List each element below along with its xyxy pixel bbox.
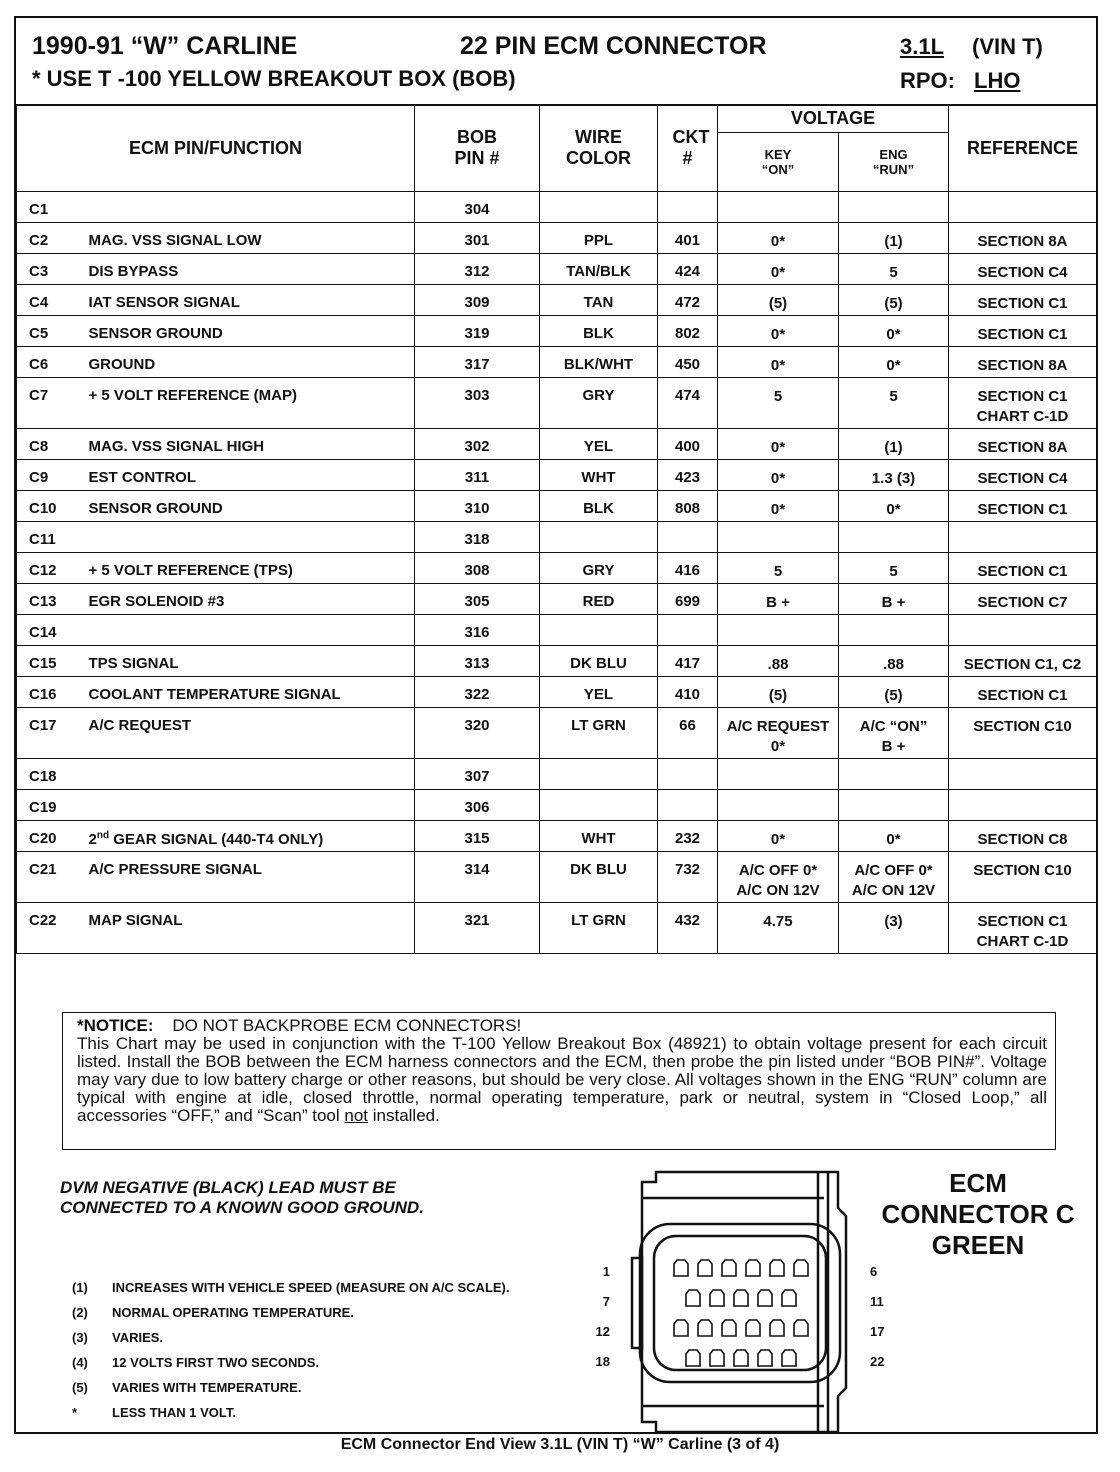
engine-size: 3.1L (900, 34, 945, 59)
eng-run-voltage (839, 615, 949, 646)
connector-pin-cavity (674, 1320, 688, 1336)
reference: SECTION C1 (949, 316, 1097, 347)
col-reference: REFERENCE (949, 105, 1097, 192)
pin-label-12: 12 (595, 1324, 610, 1339)
table-row (17, 347, 1097, 378)
connector-pin-cavity (686, 1350, 700, 1366)
reference: SECTION C1, C2 (949, 646, 1097, 677)
pin-id: C22 (17, 903, 89, 954)
pin-function: MAG. VSS SIGNAL HIGH (89, 429, 415, 460)
pin-id: C21 (17, 852, 89, 903)
pin-function: MAG. VSS SIGNAL LOW (89, 223, 415, 254)
pin-function: SENSOR GROUND (89, 316, 415, 347)
eng-run-voltage: 0* (839, 491, 949, 522)
pin-voltage-table (16, 104, 1097, 954)
reference (949, 615, 1097, 646)
pin-function: DIS BYPASS (89, 254, 415, 285)
bob-pin: 301 (415, 223, 540, 254)
pin-function: A/C PRESSURE SIGNAL (89, 852, 415, 903)
pin-function (89, 192, 415, 223)
pin-label-22: 22 (870, 1354, 885, 1369)
dvm-line-2: CONNECTED TO A KNOWN GOOD GROUND. (60, 1198, 424, 1217)
pin-function: COOLANT TEMPERATURE SIGNAL (89, 677, 415, 708)
reference (949, 759, 1097, 790)
bob-pin: 314 (415, 852, 540, 903)
bob-pin: 311 (415, 460, 540, 491)
key-on-voltage: 0* (718, 316, 839, 347)
connector-pin-cavity (794, 1260, 808, 1276)
table-row (17, 522, 1097, 553)
eng-run-voltage: (5) (839, 285, 949, 316)
pin-label-6: 6 (870, 1264, 878, 1279)
pin-id: C9 (17, 460, 89, 491)
col-ckt: CKT # (658, 105, 718, 192)
pin-function: + 5 VOLT REFERENCE (MAP) (89, 378, 415, 429)
key-on-voltage (718, 790, 839, 821)
wire-color: BLK (540, 316, 658, 347)
connector-pin-cavity (746, 1320, 760, 1336)
connector-pin-cavity (746, 1260, 760, 1276)
pin-function (89, 615, 415, 646)
reference: SECTION C1 (949, 553, 1097, 584)
bob-pin: 309 (415, 285, 540, 316)
reference: SECTION C10 (949, 708, 1097, 759)
bob-pin: 305 (415, 584, 540, 615)
circuit-number: 400 (658, 429, 718, 460)
pin-function: + 5 VOLT REFERENCE (TPS) (89, 553, 415, 584)
key-on-voltage: 5 (718, 378, 839, 429)
pin-function: SENSOR GROUND (89, 491, 415, 522)
connector-pin-cavity (698, 1260, 712, 1276)
pin-label-18: 18 (595, 1354, 610, 1369)
wire-color (540, 522, 658, 553)
wire-color: RED (540, 584, 658, 615)
col-wire-color: WIRE COLOR (540, 105, 658, 192)
bob-pin: 306 (415, 790, 540, 821)
reference: SECTION C4 (949, 254, 1097, 285)
key-on-voltage: (5) (718, 285, 839, 316)
connector-pin-cavity (710, 1290, 724, 1306)
circuit-number: 66 (658, 708, 718, 759)
reference (949, 192, 1097, 223)
connector-pin-cavity (734, 1350, 748, 1366)
bob-pin: 321 (415, 903, 540, 954)
eng-run-voltage (839, 790, 949, 821)
wire-color: TAN (540, 285, 658, 316)
pin-function: EST CONTROL (89, 460, 415, 491)
notice-box (62, 1012, 1056, 1150)
connector-pin-cavity (770, 1260, 784, 1276)
pin-id: C8 (17, 429, 89, 460)
vin-code: (VIN T) (972, 34, 1043, 59)
pin-id: C16 (17, 677, 89, 708)
dvm-instruction (60, 1178, 424, 1218)
wire-color (540, 192, 658, 223)
eng-run-voltage: A/C OFF 0* A/C ON 12V (839, 852, 949, 903)
reference: SECTION 8A (949, 223, 1097, 254)
reference (949, 790, 1097, 821)
connector-pin-cavity (758, 1290, 772, 1306)
wire-color: GRY (540, 378, 658, 429)
key-on-voltage (718, 522, 839, 553)
table-row (17, 759, 1097, 790)
bob-pin: 302 (415, 429, 540, 460)
connector-caption-line-2: CONNECTOR C (881, 1199, 1075, 1229)
key-on-voltage: 0* (718, 223, 839, 254)
eng-run-voltage: 1.3 (3) (839, 460, 949, 491)
pin-id: C3 (17, 254, 89, 285)
wire-color (540, 615, 658, 646)
circuit-number: 232 (658, 821, 718, 852)
eng-run-voltage (839, 522, 949, 553)
wire-color: PPL (540, 223, 658, 254)
pin-function: IAT SENSOR SIGNAL (89, 285, 415, 316)
pin-id: C7 (17, 378, 89, 429)
col-voltage: VOLTAGE (718, 105, 949, 133)
key-on-voltage: A/C REQUEST 0* (718, 708, 839, 759)
wire-color (540, 790, 658, 821)
connector-caption-line-3: GREEN (931, 1230, 1025, 1260)
reference: SECTION C4 (949, 460, 1097, 491)
table-row (17, 254, 1097, 285)
reference: SECTION C10 (949, 852, 1097, 903)
connector-pin-cavity (722, 1260, 736, 1276)
table-row (17, 903, 1097, 954)
key-on-voltage: A/C OFF 0* A/C ON 12V (718, 852, 839, 903)
wire-color: BLK/WHT (540, 347, 658, 378)
table-row (17, 460, 1097, 491)
key-on-voltage: 0* (718, 347, 839, 378)
pin-function (89, 790, 415, 821)
eng-run-voltage: A/C “ON” B + (839, 708, 949, 759)
bob-pin: 319 (415, 316, 540, 347)
col-eng-run: ENG “RUN” (839, 133, 949, 192)
connector-pin-cavity (710, 1350, 724, 1366)
key-on-voltage: (5) (718, 677, 839, 708)
reference: SECTION 8A (949, 429, 1097, 460)
reference: SECTION C1 (949, 677, 1097, 708)
circuit-number: 472 (658, 285, 718, 316)
eng-run-voltage (839, 759, 949, 790)
pin-function: GROUND (89, 347, 415, 378)
wire-color: LT GRN (540, 708, 658, 759)
eng-run-voltage: (1) (839, 429, 949, 460)
table-row (17, 316, 1097, 347)
wire-color: DK BLU (540, 646, 658, 677)
bob-pin: 316 (415, 615, 540, 646)
reference: SECTION C8 (949, 821, 1097, 852)
ecm-chart-sheet: 1990-91 “W” CARLINE * USE T -100 YELLOW BREAKOUT BOX (BOB) 22 PIN ECM CONNECTOR 3.1L (VIN T) RPO: LHO ECM PIN/FUNCTION BOB PIN # WIRE COLOR CKT # VOLTAGE REFERENCE KEY “ON” ENG “RUN” C1 304 C2 MAG. VSS SIGNAL LOW 301 PPL 401 0* (1) SECTION 8A C3 DIS BYPASS 312 TAN/BLK 424 0* 5 SECTION C4 C4 IAT SENSOR SIGNAL 309 TAN 472 (5) (5) SECTION C1 C5 SENSOR GROUND 319 BLK 802 0* 0* SECTION C1 C6 GROUND 317 BLK/WHT 450 0* 0* SECTION 8A C7 + 5 VOLT REFERENCE (MAP) 303 GRY 474 5 5 SECTION C1 CHART C-1D C8 MAG. VSS SIGNAL HIGH 302 YEL 400 0* (1) SECTION 8A C9 EST CONTROL 311 WHT 423 0* 1.3 (3) SECTION C4 C10 SENSOR GROUND 310 BLK 808 0* 0* SECTION C1 C11 318 C12 + 5 VOLT REFERENCE (TPS) 308 GRY 416 5 5 SECTION C1 C13 EGR SOLENOID #3 305 RED 699 B + B + SECTION C7 C14 316 C15 TPS SIGNAL 313 DK BLU 417 .88 .88 SECTION C1, C2 C16 COOLANT TEMPERATURE SIGNAL 322 YEL 410 (5) (5) SECTION C1 C17 A/C REQUEST 320 LT GRN 66 A/C REQUEST 0* A/C “ON” B + SECTION C10 C18 307 C19 306 C20 2nd GEAR SIGNAL (440-T4 ONLY) 315 WHT 232 0* 0* SECTION C8 C21 A/C PRESSURE SIGNAL 314 DK BLU 732 A/C OFF 0* A/C ON 12V A/C OFF 0* A/C ON 12V SECTION C10 C22 MAP SIGNAL 321 LT GRN 432 4.75 (3) SECTION C1 CHART C-1D *NOTICE: DO NOT BACKPROBE ECM CONNECTORS! This Chart may be used in conjunction with the T-100 Yellow Breakout Box (48921) to obtain voltage present for each circuit listed. Install the BOB between the ECM harness connectors and the ECM, then probe the pin listed under “BOB PIN#”. Voltage may vary due to low battery charge or other reasons, but should be very close. All voltages shown in the ENG “RUN” column are typical with engine at idle, closed throttle, normal operating temperature, park or neutral, system in “Closed Loop,” all accessories “OFF,” and “Scan” tool not installed. DVM NEGATIVE (BLACK) LEAD MUST BE CONNECTED TO A KNOWN GOOD GROUND. (1) INCREASES WITH VEHICLE SPEED (MEASURE ON A/C SCALE). (2) NORMAL OPERATING TEMPERATURE. (3) VARIES. (4) 12 VOLTS FIRST TWO SECONDS. (5) VARIES WITH TEMPERATURE. * LESS THAN 1 VOLT. ECM CONNECTOR C GREEN 1 7 12 18 6 11 17 22 (14, 16, 1098, 1434)
pin-function (89, 522, 415, 553)
table-row (17, 584, 1097, 615)
connector-pin-cavity (722, 1320, 736, 1336)
pin-id: C6 (17, 347, 89, 378)
wire-color: WHT (540, 821, 658, 852)
connector-pin-cavity (782, 1350, 796, 1366)
key-on-voltage: 0* (718, 429, 839, 460)
pin-id: C2 (17, 223, 89, 254)
pin-function: A/C REQUEST (89, 708, 415, 759)
bob-pin: 317 (415, 347, 540, 378)
key-on-voltage: 0* (718, 491, 839, 522)
bob-pin: 315 (415, 821, 540, 852)
circuit-number: 808 (658, 491, 718, 522)
eng-run-voltage: 0* (839, 821, 949, 852)
connector-pin-cavity (794, 1320, 808, 1336)
reference: SECTION C1 (949, 285, 1097, 316)
reference: SECTION C7 (949, 584, 1097, 615)
pin-id: C14 (17, 615, 89, 646)
col-bob-pin: BOB PIN # (415, 105, 540, 192)
key-on-voltage: 4.75 (718, 903, 839, 954)
circuit-number (658, 790, 718, 821)
circuit-number: 732 (658, 852, 718, 903)
eng-run-voltage: (1) (839, 223, 949, 254)
rpo-label: RPO: (900, 68, 955, 93)
connector-title: 22 PIN ECM CONNECTOR (460, 32, 767, 60)
wire-color: BLK (540, 491, 658, 522)
pin-id: C10 (17, 491, 89, 522)
breakout-box-note: * USE T -100 YELLOW BREAKOUT BOX (BOB) (32, 66, 516, 91)
circuit-number (658, 192, 718, 223)
wire-color (540, 759, 658, 790)
table-row (17, 223, 1097, 254)
eng-run-voltage: 5 (839, 254, 949, 285)
connector-caption-line-1: ECM (949, 1168, 1007, 1198)
pin-id: C20 (17, 821, 89, 852)
pin-id: C11 (17, 522, 89, 553)
pin-id: C18 (17, 759, 89, 790)
wire-color: YEL (540, 429, 658, 460)
notice-warning: DO NOT BACKPROBE ECM CONNECTORS! (172, 1016, 522, 1035)
pin-function: MAP SIGNAL (89, 903, 415, 954)
table-row (17, 615, 1097, 646)
key-on-voltage: B + (718, 584, 839, 615)
eng-run-voltage: (5) (839, 677, 949, 708)
dvm-line-1: DVM NEGATIVE (BLACK) LEAD MUST BE (60, 1178, 396, 1197)
bob-pin: 318 (415, 522, 540, 553)
connector-pin-cavity (674, 1260, 688, 1276)
bob-pin: 312 (415, 254, 540, 285)
circuit-number: 416 (658, 553, 718, 584)
pin-id: C19 (17, 790, 89, 821)
table-row (17, 491, 1097, 522)
notice-body: This Chart may be used in conjunction with the T-100 Yellow Breakout Box (48921) to obtain voltage present for each circuit listed. Install the BOB between the ECM harness connectors and the ECM, then probe the pin listed under “BOB PIN#”. Voltage may vary due to low battery charge or other reasons, but should be very close. All voltages shown in the ENG “RUN” column are typical with engine at idle, closed throttle, normal operating temperature, park or neutral, system in “Closed Loop,” all accessories “OFF,” and “Scan” tool (77, 1034, 1047, 1125)
connector-pin-grid (674, 1260, 808, 1366)
eng-run-voltage: 0* (839, 347, 949, 378)
key-on-voltage (718, 192, 839, 223)
key-on-voltage: 0* (718, 821, 839, 852)
bob-pin: 310 (415, 491, 540, 522)
eng-run-voltage: 5 (839, 378, 949, 429)
bob-pin: 308 (415, 553, 540, 584)
pin-id: C13 (17, 584, 89, 615)
key-on-voltage: 0* (718, 254, 839, 285)
table-row (17, 192, 1097, 223)
eng-run-voltage: .88 (839, 646, 949, 677)
eng-run-voltage: B + (839, 584, 949, 615)
bob-pin: 303 (415, 378, 540, 429)
table-row (17, 708, 1097, 759)
key-on-voltage: 0* (718, 460, 839, 491)
eng-run-voltage: (3) (839, 903, 949, 954)
circuit-number: 432 (658, 903, 718, 954)
pin-function: TPS SIGNAL (89, 646, 415, 677)
notice-title: *NOTICE: (77, 1016, 154, 1035)
bob-pin: 307 (415, 759, 540, 790)
reference: SECTION 8A (949, 347, 1097, 378)
wire-color: GRY (540, 553, 658, 584)
pin-function: EGR SOLENOID #3 (89, 584, 415, 615)
key-on-voltage: 5 (718, 553, 839, 584)
table-row (17, 821, 1097, 852)
circuit-number (658, 759, 718, 790)
connector-pin-cavity (782, 1290, 796, 1306)
bob-pin: 313 (415, 646, 540, 677)
circuit-number: 423 (658, 460, 718, 491)
wire-color: LT GRN (540, 903, 658, 954)
eng-run-voltage: 0* (839, 316, 949, 347)
table-row (17, 852, 1097, 903)
circuit-number: 450 (658, 347, 718, 378)
connector-pin-cavity (770, 1320, 784, 1336)
table-row (17, 429, 1097, 460)
circuit-number: 699 (658, 584, 718, 615)
table-row (17, 378, 1097, 429)
wire-color: DK BLU (540, 852, 658, 903)
circuit-number: 410 (658, 677, 718, 708)
eng-run-voltage (839, 192, 949, 223)
pin-function: 2nd GEAR SIGNAL (440-T4 ONLY) (89, 821, 415, 852)
bob-pin: 322 (415, 677, 540, 708)
carline-title: 1990-91 “W” CARLINE (32, 32, 298, 60)
pin-function (89, 759, 415, 790)
connector-pin-cavity (758, 1350, 772, 1366)
rpo-value: LHO (974, 68, 1021, 93)
circuit-number: 424 (658, 254, 718, 285)
reference: SECTION C1 CHART C-1D (949, 378, 1097, 429)
pin-id: C17 (17, 708, 89, 759)
pin-label-17: 17 (870, 1324, 885, 1339)
eng-run-voltage: 5 (839, 553, 949, 584)
wire-color: TAN/BLK (540, 254, 658, 285)
wire-color: YEL (540, 677, 658, 708)
key-on-voltage: .88 (718, 646, 839, 677)
pin-id: C15 (17, 646, 89, 677)
pin-label-1: 1 (602, 1264, 610, 1279)
pin-id: C4 (17, 285, 89, 316)
pin-id: C1 (17, 192, 89, 223)
reference: SECTION C1 (949, 491, 1097, 522)
connector-pin-cavity (686, 1290, 700, 1306)
pin-id: C12 (17, 553, 89, 584)
reference: SECTION C1 CHART C-1D (949, 903, 1097, 954)
bob-pin: 304 (415, 192, 540, 223)
circuit-number (658, 522, 718, 553)
col-pin-function: ECM PIN/FUNCTION (17, 105, 415, 192)
circuit-number: 802 (658, 316, 718, 347)
key-on-voltage (718, 759, 839, 790)
circuit-number: 417 (658, 646, 718, 677)
circuit-number: 401 (658, 223, 718, 254)
circuit-number (658, 615, 718, 646)
page-footer: ECM Connector End View 3.1L (VIN T) “W” Carline (3 of 4) (340, 1436, 780, 1453)
pin-label-11: 11 (870, 1294, 884, 1309)
key-on-voltage (718, 615, 839, 646)
table-row (17, 790, 1097, 821)
table-row (17, 677, 1097, 708)
connector-pin-cavity (734, 1290, 748, 1306)
reference (949, 522, 1097, 553)
pin-label-7: 7 (602, 1294, 610, 1309)
col-key-on: KEY “ON” (718, 133, 839, 192)
chart-header (16, 18, 1096, 106)
circuit-number: 474 (658, 378, 718, 429)
pin-id: C5 (17, 316, 89, 347)
notice-not: not (344, 1106, 369, 1125)
connector-pin-cavity (698, 1320, 712, 1336)
connector-end-view-diagram (576, 1168, 896, 1436)
wire-color: WHT (540, 460, 658, 491)
table-row (17, 285, 1097, 316)
bob-pin: 320 (415, 708, 540, 759)
notice-body-end: installed. (368, 1106, 440, 1125)
table-row (17, 553, 1097, 584)
connector-caption (866, 1168, 1090, 1261)
table-row (17, 646, 1097, 677)
